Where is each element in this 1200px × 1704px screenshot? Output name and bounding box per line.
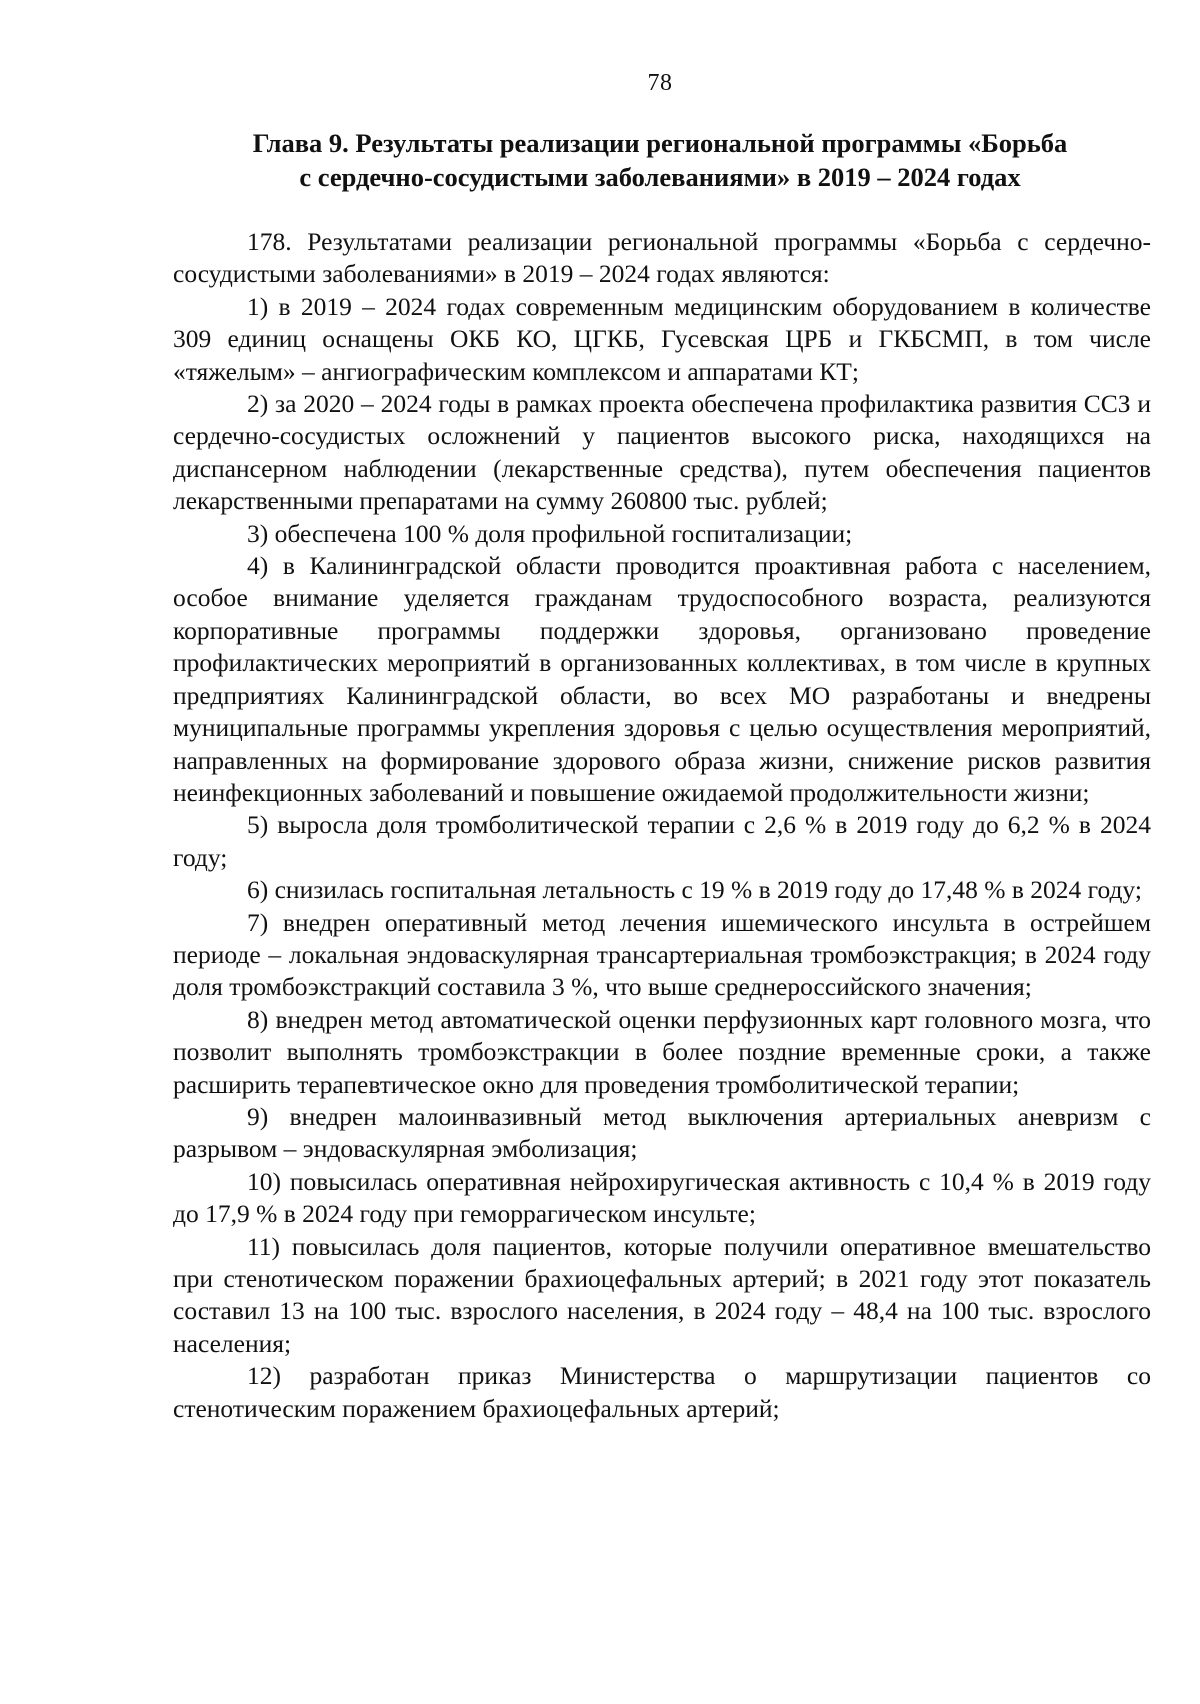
list-item-6: 6) снизилась госпитальная летальность с 19 % в 2019 году до 17,48 % в 2024 году; (247, 875, 1142, 905)
list-item-4: 4) в Калининградской области проводится проактивная работа с населением, особое внимание уделяется гражданам трудоспособного возраста, реализуются корпоративные программы поддержки здоровья, организовано проведение профилактических мероприятий в организованных коллективах, в том числе в крупных предприятиях Калининградской области, во всех МО разработаны и внедрены муниципальные программы укрепления здоровья с целью осуществления мероприятий, направленных на формирование здорового образа жизни, снижение рисков развития неинфекционных заболеваний и повышение ожидаемой продолжительности жизни; (173, 551, 1151, 807)
list-item-7: 7) внедрен оперативный метод лечения ишемического инсульта в острейшем периоде – локальная эндоваскулярная трансартериальная тромбоэкстракция; в 2024 году доля тромбоэкстракций составила 3 %, что выше среднероссийского значения; (173, 907, 1151, 1002)
list-item-3: 3) обеспечена 100 % доля профильной госпитализации; (247, 518, 853, 548)
body-text (173, 226, 1151, 1425)
list-item-9: 9) внедрен малоинвазивный метод выключения артериальных аневризм с разрывом – эндоваскулярная эмболизация; (173, 1101, 1151, 1164)
list-item-11: 11) повысилась доля пациентов, которые получили оперативное вмешательство при стенотическом поражении брахиоцефальных артерий; в 2021 году этот показатель составил 13 на 100 тыс. взрослого населения, в 2024 году – 48,4 на 100 тыс. взрослого населения; (173, 1231, 1151, 1358)
chapter-title (160, 126, 1160, 194)
list-item-1: 1) в 2019 – 2024 годах современным медицинским оборудованием в количестве 309 единиц оснащены ОКБ КО, ЦГКБ, Гусевская ЦРБ и ГКБСМП, в том числе «тяжелым» – ангиографическим комплексом и аппаратами КТ; (173, 291, 1151, 386)
list-item-12: 12) разработан приказ Министерства о маршрутизации пациентов со стенотическим поражением брахиоцефальных артерий; (173, 1361, 1151, 1423)
page-number: 78 (647, 70, 673, 96)
paragraph-178-intro: 178. Результатами реализации региональной программы «Борьба с сердечно-сосудистыми заболеваниями» в 2019 – 2024 годах являются: (173, 227, 1151, 289)
chapter-title-line-1: Глава 9. Результаты реализации региональной программы «Борьба (252, 128, 1068, 158)
list-item-10: 10) повысилась оперативная нейрохиругическая активность с 10,4 % в 2019 году до 17,9 % в 2024 году при геморрагическом инсульте; (173, 1166, 1151, 1229)
list-item-5: 5) выросла доля тромболитической терапии с 2,6 % в 2019 году до 6,2 % в 2024 году; (173, 810, 1151, 872)
list-item-2: 2) за 2020 – 2024 годы в рамках проекта обеспечена профилактика развития ССЗ и сердечно-сосудистых осложнений у пациентов высокого риска, находящихся на диспансерном наблюдении (лекарственные средства), путем обеспечения пациентов лекарственными препаратами на сумму 260800 тыс. рублей; (173, 389, 1151, 516)
chapter-title-line-2: с сердечно-сосудистыми заболеваниями» в 2019 – 2024 годах (299, 162, 1021, 192)
list-item-8: 8) внедрен метод автоматической оценки перфузионных карт головного мозга, что позволит выполнять тромбоэкстракции в более поздние временные сроки, а также расширить терапевтическое окно для проведения тромболитической терапии; (173, 1004, 1151, 1099)
